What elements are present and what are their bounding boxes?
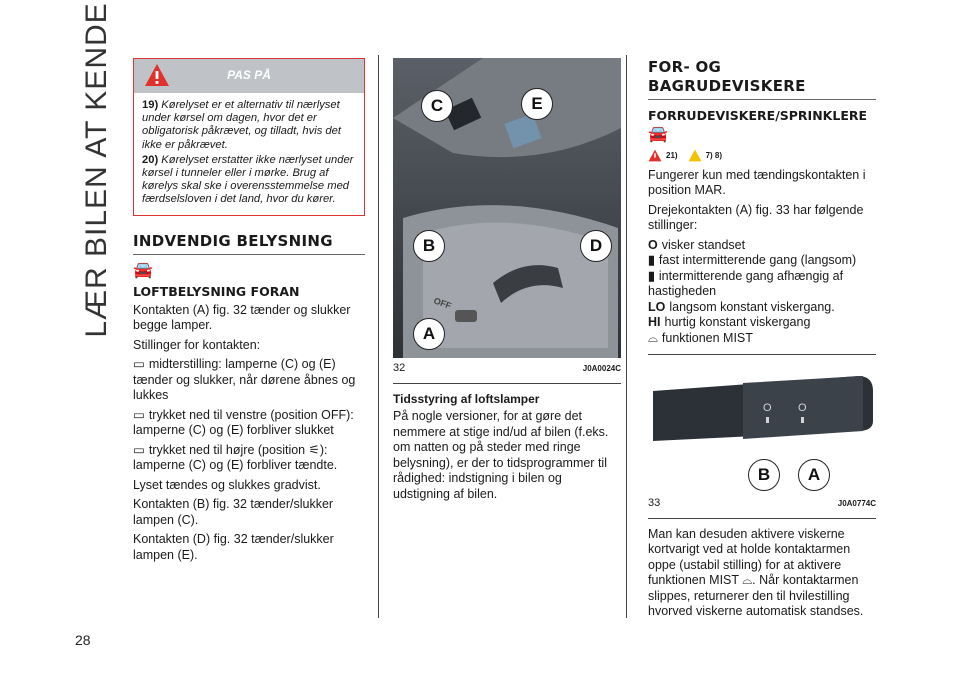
list-item-text: hurtig konstant viskergang [664,315,811,329]
figure-number: 32 [393,362,406,374]
paragraph: Kontakten (B) fig. 32 tænder/slukker lampen (C). [133,497,334,527]
warning-box [133,58,365,216]
warning-item [142,99,356,152]
callout-e: E [521,88,553,120]
figure-code: J0A0024C [582,364,621,373]
list-item-text: midterstilling: lamperne (C) og (E) tænder og slukker, når dørene åbnes og lukkes [133,357,356,403]
svg-text:O: O [798,402,807,414]
list-item [648,315,876,331]
figure-33-photo [648,361,876,493]
off-label: OFF [432,295,453,312]
mist-icon: ⌓ [648,330,658,345]
car-lights-icon: 🚘 [133,261,153,279]
divider [648,354,876,355]
warning-body [134,93,364,215]
column-divider [626,55,627,618]
paragraph-text: . Når kontaktarmen slippes, returnerer den til hvilestilling hvorved viskerne automatisk standses. [648,573,864,618]
wiper-position-list [648,238,876,347]
figure-caption-bar [393,358,621,384]
paragraph [648,527,876,620]
switch-right-icon: ▭ [133,442,145,457]
list-item-text: funktionen MIST [661,330,753,345]
list-item [133,357,365,404]
paragraph: Stillinger for kontakten: [133,337,261,352]
list-item [648,300,876,316]
paragraph: Drejekontakten (A) fig. 33 har følgende stillinger: [648,202,864,232]
list-item [133,443,365,474]
callout-b: B [413,230,445,262]
chapter-title: LÆR BILEN AT KENDE [80,2,113,338]
section-heading: INDVENDIG BELYSNING [133,232,365,255]
paragraph: På nogle versioner, for at gøre det nemmere at stige ind/ud af bilen (f.eks. om natten og på steder med ringe belysning), er der to tidsprogrammer til rådighed: indstigning i bilen og udstigning af bilen. [393,409,609,501]
figure-32-photo [393,58,621,358]
warning-header [134,59,364,93]
list-item [648,238,876,254]
list-item [133,408,365,439]
position-symbol: LO [648,299,666,314]
list-item-text: visker standset [661,237,746,252]
warning-item-number: 20) [142,153,159,166]
warning-item-number: 19) [142,99,159,111]
column-2 [393,58,621,506]
paragraph: Kontakten (A) fig. 32 tænder og slukker begge lamper. [133,302,351,333]
list-item-text: trykket ned til højre (position [148,442,306,457]
column-3 [648,58,876,624]
column-1 [133,58,365,567]
note-triangle-icon [688,149,702,162]
svg-text:O: O [763,402,772,414]
car-lights-icon: 🚘 [648,125,668,143]
warning-title: PAS PÅ [227,68,271,82]
figure-code: J0A0774C [837,499,876,508]
callout-c: C [421,90,453,122]
column-divider [378,55,379,618]
chapter-sidebar [62,2,132,620]
switch-center-icon: ▭ [133,357,145,372]
callout-b: B [748,459,780,491]
paragraph: Kontakten (D) fig. 32 tænder/slukker lampen (E). [133,532,334,562]
section-heading: FOR- OG BAGRUDEVISKERE [648,58,876,100]
figure-number: 33 [648,497,661,509]
position-symbol: HI [648,315,661,329]
paragraph: Lyset tændes og slukkes gradvist. [133,477,321,492]
switch-left-icon: ▭ [133,407,145,422]
list-item-text: trykket ned til venstre (position OFF): lamperne (C) og (E) forbliver slukket [133,407,354,438]
paragraph: Fungerer kun med tændingskontakten i position MAR. [648,167,866,197]
caption-title: Tidsstyring af loftslamper [393,391,540,406]
warning-item [142,154,356,207]
position-symbol: ▮ [648,253,655,267]
list-item [648,269,876,300]
mist-icon: ⌓ [742,573,753,587]
list-item-text: ): lamperne (C) og (E) forbliver tændte. [133,442,338,473]
page-number: 28 [75,632,91,648]
subsection-heading: FORRUDEVISKERE/SPRINKLERE [648,108,868,123]
figure-caption-bar [648,493,876,519]
reference-icons [648,148,876,164]
callout-a: A [413,318,445,350]
list-item [648,331,876,347]
warning-item-text: Kørelyset erstatter ikke nærlyset under kørsel i tunneler eller i mørke. Brug af kørelys skal ske i overensstemmelse med færdselsloven i det land, hvor du kører. [142,153,354,206]
warning-triangle-icon [648,149,662,162]
lamp-icon: ⚟ [308,442,320,457]
list-item-text: langsom konstant viskergang. [669,299,835,314]
position-symbol: O [648,237,658,252]
list-item-text: fast intermitterende gang (langsom) [658,253,857,267]
note-reference: 7) 8) [705,151,723,160]
paragraph-text: Man kan desuden aktivere viskerne kortvarigt ved at holde kontaktarmen oppe (ustabil stilling) for at aktivere funktionen MIST [648,526,851,587]
callout-d: D [580,230,612,262]
position-symbol: ▮ [648,268,655,283]
list-item [648,253,876,269]
callout-a: A [798,459,830,491]
subsection-heading: LOFTBELYSNING FORAN [133,284,300,300]
list-item-text: intermitterende gang afhængig af hastigheden [648,268,844,298]
warning-reference: 21) [666,151,678,160]
warning-item-text: Kørelyset er et alternativ til nærlyset under kørsel om dagen, hvor det er obligatorisk påkrævet, og tilladt, hvis det ikke er påkrævet. [142,99,341,151]
